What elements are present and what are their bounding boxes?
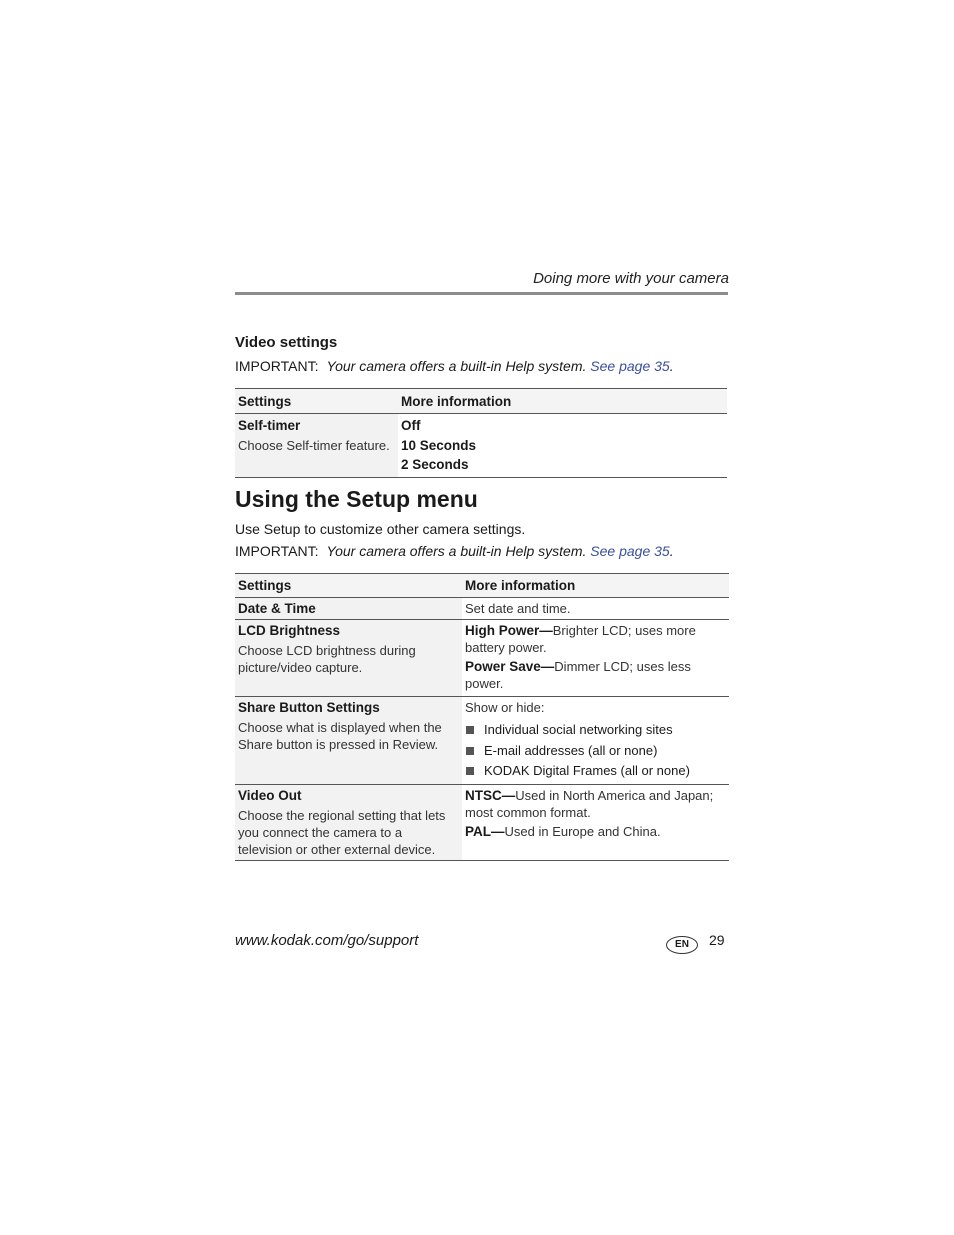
running-header: Doing more with your camera [533,270,729,287]
setting-description: Choose LCD brightness during picture/video capture. [238,643,416,675]
important-label: IMPORTANT: [235,543,319,559]
column-header-settings: Settings [235,389,398,414]
setting-name: Share Button Settings [238,700,380,715]
table-row [235,620,729,697]
table-row [235,598,729,620]
setting-name: LCD Brightness [238,623,341,638]
see-page-link[interactable]: See page 35 [590,358,670,374]
important-label: IMPORTANT: [235,358,319,374]
table-row [235,697,729,785]
setting-name: Date & Time [238,601,316,616]
option-value: 10 Seconds [401,437,477,453]
option-item: Power Save—Dimmer LCD; uses less power. [465,659,691,691]
setting-description: Choose what is displayed when the Share button is pressed in Review. [238,720,442,752]
video-settings-heading: Video settings [235,334,338,351]
language-badge: EN [666,936,698,954]
list-item: E-mail addresses (all or none) [465,741,726,762]
option-value: 2 Seconds [401,457,469,472]
important-text: Your camera offers a built-in Help system. [326,358,591,374]
option-value: Off [401,418,421,433]
see-page-link[interactable]: See page 35 [590,543,670,559]
table-row [235,414,727,478]
list-item: Individual social networking sites [465,720,726,741]
intro-text: Use Setup to customize other camera settings. [235,521,526,537]
setup-settings-table [235,573,729,861]
setting-description: Choose Self-timer feature. [238,437,390,453]
important-note-setup: IMPORTANT: Your camera offers a built-in Help system. See page 35. [235,543,674,559]
video-settings-table [235,388,727,478]
column-header-settings: Settings [235,574,462,598]
header-rule [235,292,728,295]
important-text: Your camera offers a built-in Help system. [326,543,591,559]
page-number: 29 [709,932,725,948]
list-item: KODAK Digital Frames (all or none) [465,761,726,782]
setting-name: Self-timer [238,418,301,433]
important-note-video: IMPORTANT: Your camera offers a built-in Help system. See page 35. [235,358,674,374]
option-item: PAL—Used in Europe and China. [465,823,661,839]
section-heading: Using the Setup menu [235,486,478,512]
bullet-list [465,720,726,782]
column-header-more-info: More information [398,389,727,414]
column-header-more-info: More information [462,574,729,598]
setting-info: Show or hide: [465,700,545,715]
table-row [235,784,729,860]
setting-description: Choose the regional setting that lets you connect the camera to a television or other external device. [238,807,446,857]
setting-name: Video Out [238,787,302,803]
setting-info: Set date and time. [465,601,571,616]
option-item: NTSC—Used in North America and Japan; most common format. [465,787,714,820]
option-item: High Power—Brighter LCD; uses more battery power. [465,623,696,655]
footer-support-url[interactable]: www.kodak.com/go/support [235,932,419,949]
